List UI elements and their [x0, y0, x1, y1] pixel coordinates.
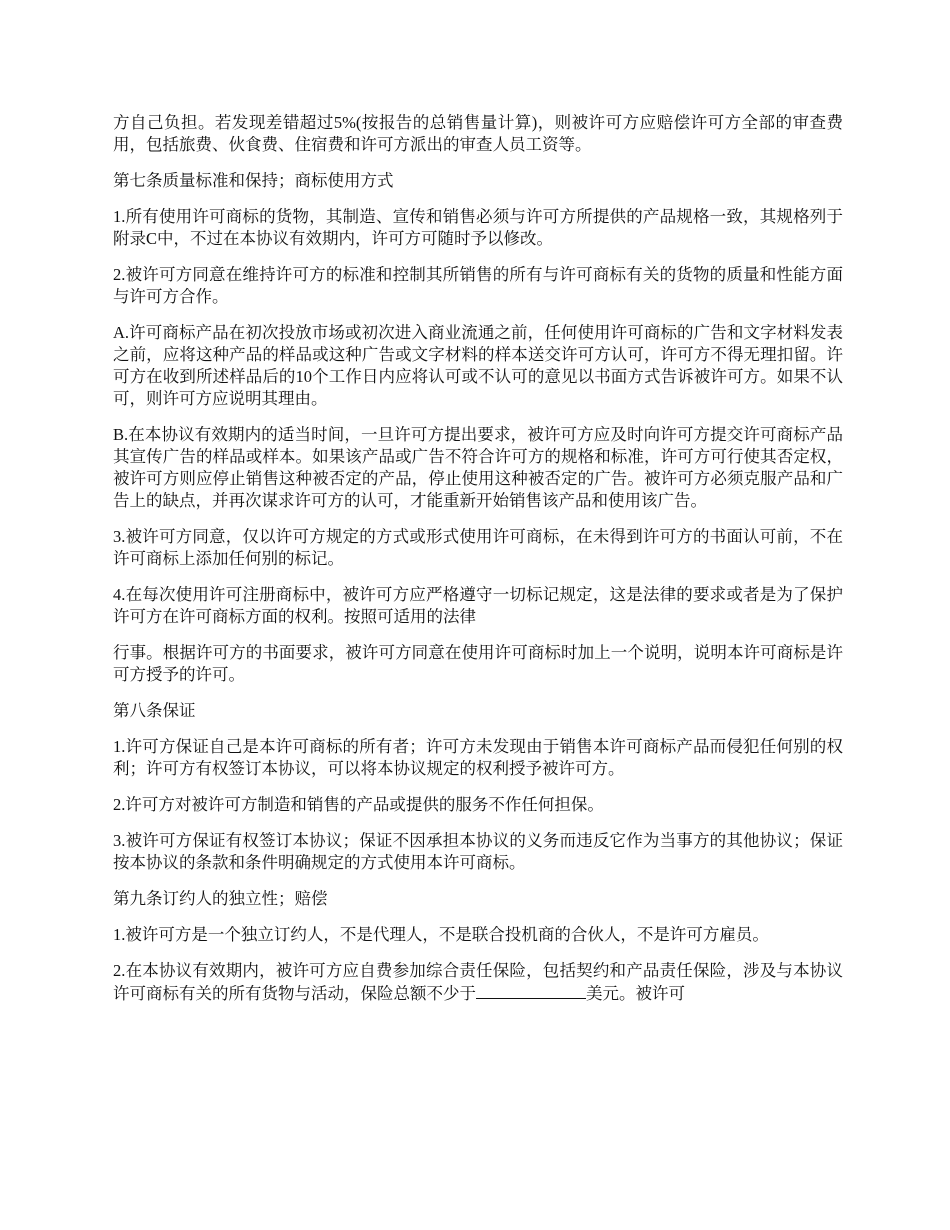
- article-8-heading: 第八条保证: [113, 701, 196, 720]
- paragraph-7-2-b: B.在本协议有效期内的适当时间，一旦许可方提出要求，被许可方应及时向许可方提交许可商标产品其宣传广告的样品或样本。如果该产品或广告不符合许可方的规格和标准，许可方可行使其否定权，被许可方则应停止销售这种被否定的产品，停止使用这种被否定的广告。被许可方必须克服产品和广告上的缺点，并再次谋求许可方的认可，才能重新开始销售该产品和使用该广告。: [113, 425, 843, 510]
- paragraph-7-2: 2.被许可方同意在维持许可方的标准和控制其所销售的所有与许可商标有关的货物的质量和性能方面与许可方合作。: [113, 265, 843, 306]
- paragraph-7-4-continued: 行事。根据许可方的书面要求，被许可方同意在使用许可商标时加上一个说明，说明本许可商标是许可方授予的许可。: [113, 643, 843, 684]
- paragraph-9-1: 1.被许可方是一个独立订约人，不是代理人，不是联合投机商的合伙人，不是许可方雇员。: [113, 925, 769, 944]
- paragraph-9-2: [113, 960, 843, 1005]
- paragraph-7-3: 3.被许可方同意，仅以许可方规定的方式或形式使用许可商标，在未得到许可方的书面认可前，不在许可商标上添加任何别的标记。: [113, 527, 843, 568]
- paragraph-9-2-text: 2.在本协议有效期内，被许可方应自费参加综合责任保险，包括契约和产品责任保险，涉及与本协议许可商标有关的所有货物与活动，保险总额不少于: [113, 961, 843, 1003]
- insurance-amount-blank: [476, 982, 586, 999]
- paragraph-8-2: 2.许可方对被许可方制造和销售的产品或提供的服务不作任何担保。: [113, 795, 604, 814]
- paragraph-8-3: 3.被许可方保证有权签订本协议；保证不因承担本协议的义务而违反它作为当事方的其他协议；保证按本协议的条款和条件明确规定的方式使用本许可商标。: [113, 831, 843, 872]
- article-9-heading: 第九条订约人的独立性；赔偿: [113, 889, 328, 908]
- paragraph-8-1: 1.许可方保证自己是本许可商标的所有者；许可方未发现由于销售本许可商标产品而侵犯任何别的权利；许可方有权签订本协议，可以将本协议规定的权利授予被许可方。: [113, 737, 843, 778]
- paragraph-9-2-tail: 美元。被许可: [586, 984, 685, 1003]
- paragraph-7-4: 4.在每次使用许可注册商标中，被许可方应严格遵守一切标记规定，这是法律的要求或者是为了保护许可方在许可商标方面的权利。按照可适用的法律: [113, 585, 843, 626]
- article-7-heading: 第七条质量标准和保持；商标使用方式: [113, 171, 394, 190]
- paragraph-7-1: 1.所有使用许可商标的货物，其制造、宣传和销售必须与许可方所提供的产品规格一致，其规格列于附录C中，不过在本协议有效期内，许可方可随时予以修改。: [113, 207, 843, 248]
- paragraph-7-2-a: A.许可商标产品在初次投放市场或初次进入商业流通之前，任何使用许可商标的广告和文字材料发表之前，应将这种产品的样品或这种广告或文字材料的样本送交许可方认可，许可方不得无理扣留。许可方在收到所述样品后的10个工作日内应将认可或不认可的意见以书面方式告诉被许可方。如果不认可，则许可方应说明其理由。: [113, 323, 843, 408]
- document-page: [113, 112, 843, 1019]
- paragraph-cost-responsibility: 方自己负担。若发现差错超过5%(按报告的总销售量计算)，则被许可方应赔偿许可方全部的审查费用，包括旅费、伙食费、住宿费和许可方派出的审查人员工资等。: [113, 113, 843, 154]
